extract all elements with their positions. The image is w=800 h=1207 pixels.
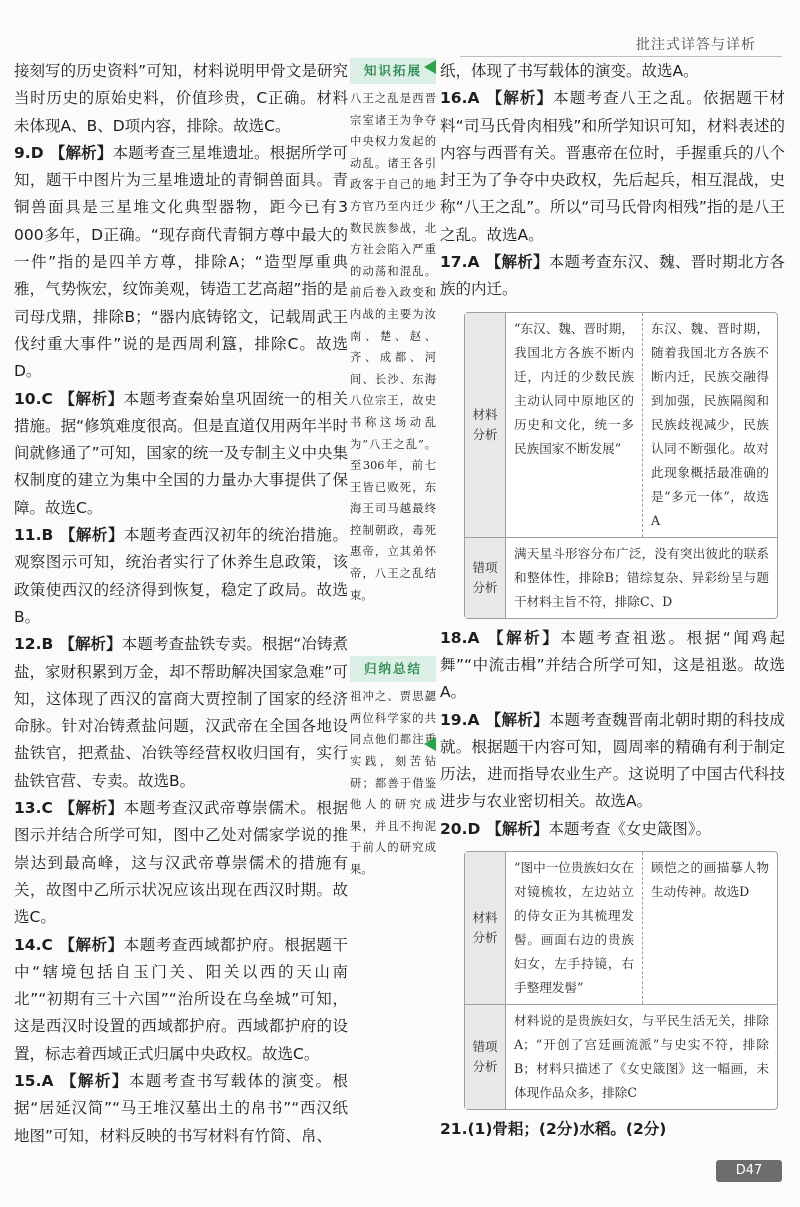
answer-16 [440, 85, 785, 249]
answer-letter: A [41, 1071, 54, 1090]
answer-letter: A [467, 89, 480, 108]
answer-letter: A [467, 628, 480, 647]
answer-19 [440, 707, 785, 816]
analysis-tag: 【解析】 [59, 1071, 129, 1090]
left-column [14, 58, 348, 1150]
question-number: 19. [440, 710, 468, 729]
answer-continued [14, 58, 348, 140]
analysis-tag: 【解析】 [485, 253, 549, 272]
answer-17 [440, 249, 785, 304]
material-analysis-row [465, 852, 777, 1004]
analysis-tag: 【解析】 [49, 143, 113, 162]
row-label: 材料分析 [465, 852, 506, 1004]
wrong-option-explanation: 满天星斗形容分布广泛，没有突出彼此的联系和整体性，排除B；错综复杂、异彩纷呈与题干材料主旨不符，排除C、D [514, 545, 769, 609]
answer-18 [440, 625, 785, 707]
answer-letter: A [467, 253, 480, 272]
question-number: 9. [14, 143, 31, 162]
analysis-table-20 [464, 851, 778, 1110]
analysis-tag: 【解析】 [58, 389, 124, 408]
question-number: 13. [14, 799, 42, 818]
answer-text: 本题考查秦始皇巩固统一的相关措施。据“修筑难度很高。但是直道仅用两年半时间就修通了”可知，国家的统一及专制主义中央集权制度的建立为集中全国的力量办大事提供了保障。故选C。 [14, 389, 348, 517]
analysis-tag: 【解析】 [58, 935, 124, 954]
answer-12 [14, 631, 348, 795]
answer-letter: B [41, 526, 54, 545]
answer-text: 本题考查《女史箴图》。 [548, 819, 712, 838]
side-notes [350, 58, 436, 881]
answer-15 [14, 1068, 348, 1150]
wrong-option-row [465, 1004, 777, 1109]
answer-text: 本题考查汉武帝尊崇儒术。根据图示并结合所学可知，图中乙处对儒家学说的推崇达到最高峰，这与汉武帝尊崇儒术的措施有关，故图中乙所示状况应该出现在西汉时期。故选C。 [14, 799, 348, 927]
analysis-tag: 【解析】 [486, 819, 549, 838]
material-quote: “图中一位贵族妇女在对镜梳妆，左边站立的侍女正为其梳理发髻。画面右边的贵族妇女，左手持镜，右手整理发髻” [506, 852, 643, 1004]
answer-text: 本题考查三星堆遗址。根据所学可知，题干中图片为三星堆遗址的青铜兽面具。青铜兽面具是三星堆文化典型器物，距今已有3 000多年，D正确。“现存商代青铜方尊中最大的一件”指的是四羊方尊，排除A；“造型厚重典雅，气势恢宏，纹饰美观，铸造工艺高超”指的是司母戊鼎，排除B；“器内底铸铭文，记载周武王伐纣重大事件”说的是西周利簋，排除C。故选D。 [14, 143, 348, 381]
answer-text: (1)骨耜；(2分)水稻。(2分) [467, 1120, 667, 1139]
row-label: 错项分析 [465, 1005, 506, 1109]
answer-text: 接刻写的历史资料”可知，材料说明甲骨文是研究当时历史的原始史料，价值珍贵，C正确。材料未体现A、B、D项内容，排除。故选C。 [14, 62, 348, 135]
row-label: 材料分析 [465, 313, 506, 537]
analysis-tag: 【解析】 [485, 89, 554, 108]
summary-text: 祖冲之、贾思勰两位科学家的共同点他们都注重实践，刻苦钻研；都善于借鉴他人的研究成果，并且不拘泥于前人的研究成果。 [350, 690, 436, 876]
running-header: 批注式详答与详析 [636, 37, 756, 53]
answer-text: 纸，体现了书写载体的演变。故选A。 [440, 62, 699, 80]
question-number: 11. [14, 526, 42, 545]
answer-letter: C [41, 389, 53, 408]
answer-text: 本题考查祖逖。根据“闻鸡起舞”“中流击楫”并结合所学可知，这是祖逖。故选A。 [440, 628, 785, 702]
summary-title: 归纳总结 [350, 656, 436, 682]
row-label: 错项分析 [465, 538, 506, 618]
answer-text: 本题考查盐铁专卖。根据“冶铸煮盐，家财积累到万金，却不帮助解决国家急难”可知，这体现了西汉的富商大贾控制了国家的经济命脉。针对冶铸煮盐问题，汉武帝在全国各地设盐铁官，把煮盐、冶铁等经营权收归国有，实行盐铁官营、专卖。故选B。 [14, 635, 348, 790]
question-number: 10. [14, 389, 42, 408]
pointer-arrow-icon [424, 737, 436, 751]
answer-9 [14, 140, 348, 386]
answer-letter: B [41, 635, 54, 654]
knowledge-extension-text: 八王之乱是西晋宗室诸王为争夺中央权力发起的动乱。诸王各引政客于自己的地方官乃至内迁少数民族参战，北方社会陷入严重的动荡和混乱。前后卷入政变和内战的主要为汝南、楚、赵、齐、成都、河间、长沙、东海八位宗王，故史书称这场动乱为“八王之乱”。至306年，前七王皆已败死，东海王司马越最终控制朝政，毒死惠帝，立其弟怀帝，八王之乱结束。 [350, 92, 436, 602]
header-rule [460, 56, 782, 57]
question-number: 17. [440, 253, 468, 272]
answer-text: 本题考查魏晋南北朝时期的科技成就。根据题干内容可知，圆周率的精确有利于制定历法，进而指导农业生产。这说明了中国古代科技进步与农业密切相关。故选A。 [440, 710, 785, 811]
question-number: 14. [14, 935, 42, 954]
question-number: 12. [14, 635, 42, 654]
question-number: 21. [440, 1120, 468, 1139]
wrong-option-row [465, 537, 777, 618]
answer-11 [14, 522, 348, 631]
answer-letter: D [30, 143, 44, 162]
answer-10 [14, 386, 348, 522]
answer-21 [440, 1116, 785, 1143]
answer-14 [14, 932, 348, 1068]
analysis-tag: 【解析】 [59, 635, 122, 654]
question-number: 15. [14, 1071, 42, 1090]
material-explanation: 东汉、魏、晋时期，随着我国北方各族不断内迁，民族交融得到加强，民族隔阂和民族歧视减少，民族认同不断强化。故对此现象概括最准确的是“多元一体”，故选A [651, 320, 769, 528]
answer-letter: C [41, 799, 53, 818]
wrong-option-explanation: 材料说的是贵族妇女，与平民生活无关，排除A；“开创了宫廷画流派”与史实不符，排除B；材料只描述了《女史箴图》这一幅画，未体现作品众多，排除C [514, 1013, 769, 1101]
analysis-tag: 【解析】 [485, 710, 549, 729]
analysis-tag: 【解析】 [59, 526, 124, 545]
question-number: 16. [440, 89, 468, 108]
material-analysis-row [465, 313, 777, 537]
pointer-arrow-icon [424, 60, 436, 74]
answer-text: 本题考查西域都护府。根据题干中“辖境包括自玉门关、阳关以西的天山南北”“初期有三十六国”“治所设在乌垒城”可知，这是西汉时设置的西域都护府。西域都护府的设置，标志着西域正式归属中央政权。故选C。 [14, 935, 348, 1063]
material-explanation: 顾恺之的画描摹人物生动传神。故选D [651, 860, 769, 900]
answer-20 [440, 816, 785, 843]
answer-letter: C [41, 935, 53, 954]
answer-letter: D [467, 819, 481, 838]
analysis-tag: 【解析】 [58, 799, 124, 818]
answer-text: 本题考查西汉初年的统治措施。观察图示可知，统治者实行了休养生息政策，该政策使西汉的经济得到恢复，稳定了政局。故选B。 [14, 526, 348, 626]
question-number: 20. [440, 819, 468, 838]
analysis-table-17 [464, 312, 778, 619]
answer-text: 本题考查八王之乱。依据题干材料“司马氏骨肉相残”和所学知识可知，材料表述的内容与西晋有关。晋惠帝在位时，手握重兵的八个封王为了争夺中央政权，先后起兵，相互混战，史称“八王之乱”。所以“司马氏骨肉相残”指的是八王之乱。故选A。 [440, 89, 785, 244]
answer-text: 本题考查东汉、魏、晋时期北方各族的内迁。 [440, 253, 785, 299]
analysis-tag: 【解析】 [485, 628, 561, 647]
right-column [440, 58, 785, 1143]
answer-letter: A [467, 710, 480, 729]
answer-13 [14, 795, 348, 931]
page-number: D47 [716, 1160, 782, 1182]
question-number: 18. [440, 628, 468, 647]
material-quote: “东汉、魏、晋时期，我国北方各族不断内迁，内迁的少数民族主动认同中原地区的历史和文化，统一多民族国家不断发展” [506, 313, 643, 537]
answer-15-continued [440, 58, 785, 85]
knowledge-extension-title: 知识拓展 [350, 58, 436, 84]
answer-text: 本题考查书写载体的演变。根据“居延汉简”“马王堆汉墓出土的帛书”“西汉纸地图”可知，材料反映的书写材料有竹简、帛、 [14, 1071, 348, 1145]
